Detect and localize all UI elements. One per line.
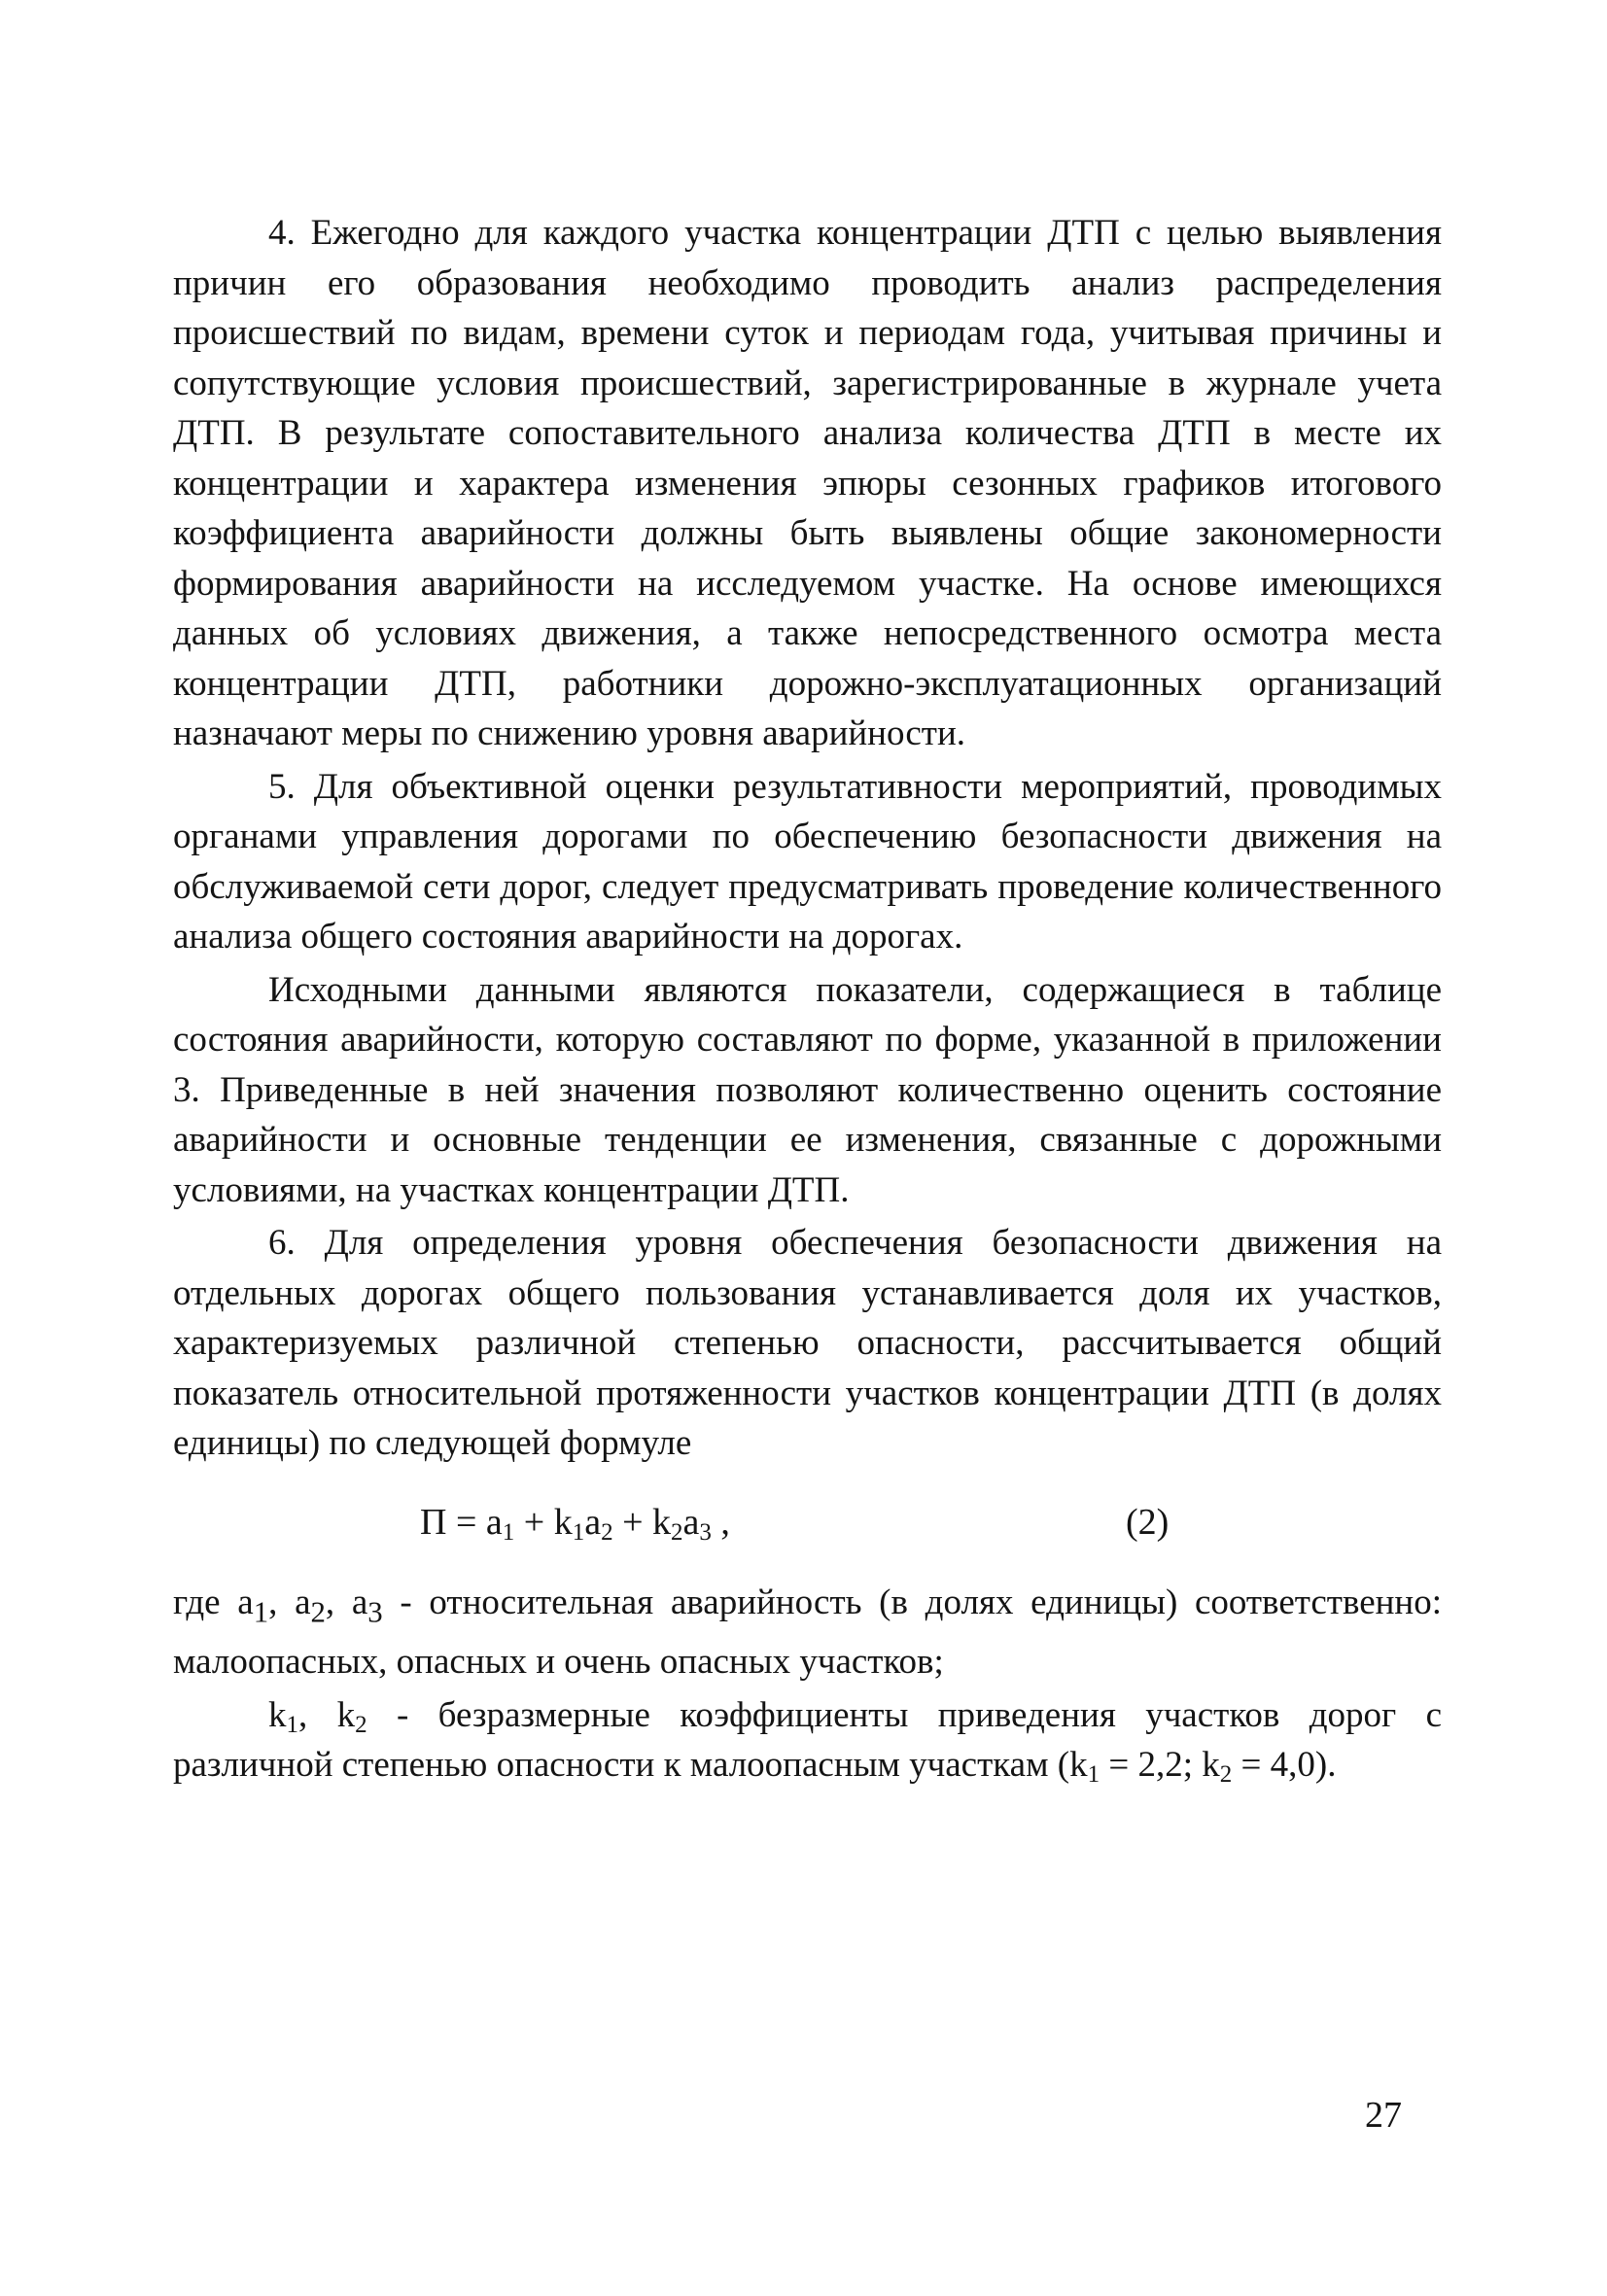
coefficients-explanation: $k_1$, $k_2$ - безразмерные коэффициенты приведения участков дорог с различной степенью опасности к малоопасным участкам ($k_1 = 2,2$; $k_2 = 4,0$). xyxy=(173,1694,1443,1789)
paragraph-5-continued: Исходными данными являются показатели, содержащиеся в таблице состояния аварийности, которую составляют по форме, указанной в приложении 3. Приведенные в ней значения позволяют количественно оценить состояние аварийности и основные тенденции ее изменения, связанные с дорожными условиями, на участках концентрации ДТП. xyxy=(173,969,1442,1210)
page-number: 27 xyxy=(1365,2095,1402,2136)
paragraph-5: 5. Для объективной оценки результативности мероприятий, проводимых органами управления дорогами по обеспечению безопасности движения на обслуживаемой сети дорог, следует предусматривать проведение количественного анализа общего состояния аварийности на дорогах. xyxy=(173,766,1442,957)
formula-where-explanation: где $a_1$, $a_2$, $a_3$ - относительная аварийность (в долях единицы) соответственно: малоопасных, опасных и очень опасных участков; xyxy=(173,1582,1443,1683)
paragraph-6: 6. Для определения уровня обеспечения безопасности движения на отдельных дорогах общего пользования устанавливается доля их участков, характеризуемых различной степенью опасности, рассчитывается общий показатель относительной протяженности участков концентрации ДТП (в долях единицы) по следующей формуле xyxy=(173,1223,1442,1463)
paragraph-4: 4. Ежегодно для каждого участка концентрации ДТП с целью выявления причин его образования необходимо проводить анализ распределения происшествий по видам, времени суток и периодам года, учитывая причины и сопутствующие условия происшествий, зарегистрированные в журнале учета ДТП. В результате сопоставительного анализа количества ДТП в месте их концентрации и характера изменения эпюры сезонных графиков итогового коэффициента аварийности должны быть выявлены общие закономерности формирования аварийности на исследуемом участке. На основе имеющихся данных об условиях движения, а также непосредственного осмотра места концентрации ДТП, работники дорожно-эксплуатационных организаций назначают меры по снижению уровня аварийности. xyxy=(173,213,1442,753)
formula-number: (2) xyxy=(1126,1501,1170,1543)
formula-row xyxy=(173,1484,1442,1568)
formula-2: $П = a_1 + k_1a_2 + k_2a_3$ , xyxy=(420,1501,730,1546)
body-text xyxy=(173,208,1442,1791)
